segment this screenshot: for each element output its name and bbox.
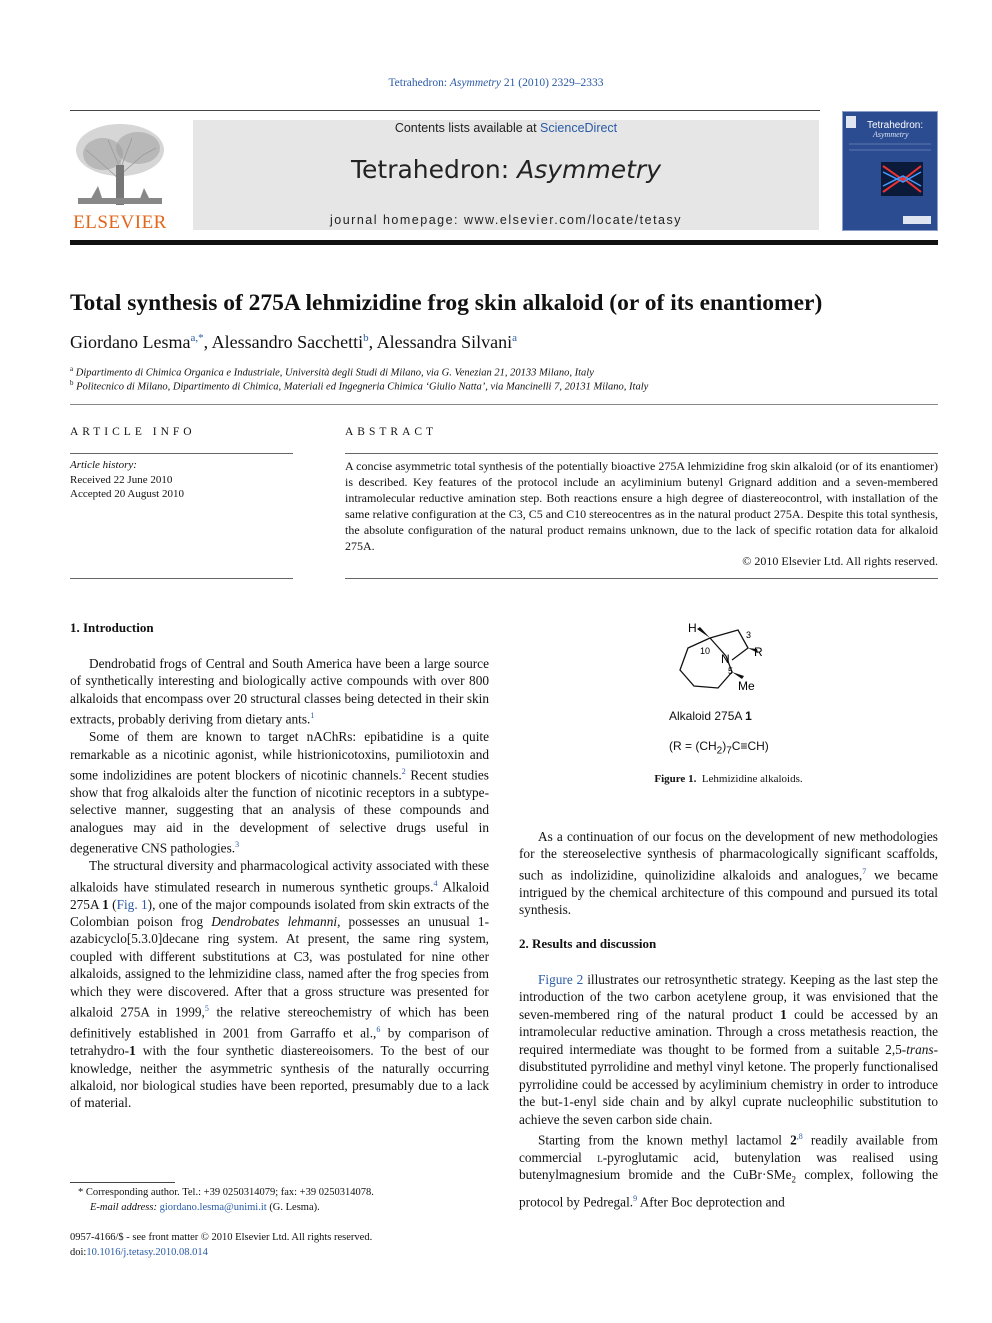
results-heading: 2. Results and discussion [519, 936, 657, 951]
article-history [70, 458, 293, 502]
abstract-copyright: © 2010 Elsevier Ltd. All rights reserved. [742, 554, 938, 568]
journal-title [193, 155, 819, 184]
text-run: Starting from the known methyl lactamol [538, 1132, 791, 1148]
text-run: -disubstituted pyrrolidine and methyl vinyl ketone. The properly functionalised pyrrolidine could be accessed by acyliminium chemistry in order to introduce the but-1-enyl side chain and by alkyl cuprate nucleophilic substitution to achieve the seven carbon side chain. [519, 1041, 938, 1127]
footnote-rule [70, 1182, 175, 1183]
affiliation-rule [70, 404, 938, 405]
affiliation-a [70, 365, 938, 379]
r-def-text: ) [722, 739, 727, 753]
fig-label-3: 3 [746, 630, 752, 640]
doi-block [70, 1231, 489, 1260]
doi-label: doi: [70, 1246, 87, 1258]
journal-cover-image [842, 111, 938, 231]
author-separator: , [203, 332, 212, 352]
contents-available-line [193, 121, 819, 135]
abstract-top-rule [345, 453, 938, 454]
figure-caption-label: Figure 1. [654, 773, 697, 785]
compound-number: 1 [129, 1043, 136, 1059]
info-top-rule [70, 453, 293, 454]
text-run: -pyroglutamic acid, butenylation was realised using butenylmagnesium bromide and the CuBr·SMe [519, 1149, 938, 1183]
text-run: could be accessed by an intramolecular reductive amination. Through a cross metathesis reaction, the required intermediate was thought to be formed from a suitable 2,5- [519, 1006, 938, 1057]
text-run: with the four synthetic diastereoisomers. To the best of our knowledge, neither the asymmetric synthesis of the naturally occurring alkaloid, nor biological studies have been reported, presumably due to a lack of material. [70, 1043, 489, 1111]
journal-title-plain: Tetrahedron: [350, 155, 518, 184]
journal-reference[interactable] [0, 77, 992, 89]
compound-number: 1 [102, 896, 109, 912]
fig-label-5: 5 [728, 666, 734, 676]
italic-term: trans [906, 1041, 934, 1057]
abstract-text: A concise asymmetric total synthesis of the potentially bioactive 275A lehmizidine frog skin alkaloid (or of its enantiomer) is described. Key features of the protocol include an acyliminium butenyl Grignard addition and a seven-membered intramolecular reductive amination step. Both reactions ensure a high degree of diastereocontrol, with installation of the same relative configuration at the C3, C5 and C10 stereocentres as in the natural product 275A. Despite this total synthesis, the absolute configuration of the natural product remains unknown, due to the lack of specific rotation data for alkaloid 275A. [345, 459, 938, 553]
figure-caption-text: Lehmizidine alkaloids. [701, 773, 803, 785]
author-name[interactable]: Alessandro Sacchetti [211, 332, 364, 352]
text-run: As a continuation of our focus on the development of new methodologies for the stereoselective synthesis of pharmacologically significant scaffolds, such as indolizidine, quinolizidine alkaloids and analogues, [519, 829, 938, 883]
affiliation-text: Dipartimento di Chimica Organica e Industriale, Università degli Studi di Milano, via G. Venezian 21, 20133 Milano, Italy [75, 367, 594, 379]
r-def-text: (R = (CH [669, 739, 717, 753]
author-name[interactable]: Alessandra Silvani [376, 332, 513, 352]
intro-heading: 1. Introduction [70, 620, 154, 635]
right-column-bottom [519, 971, 938, 1210]
figure-link[interactable]: Figure 2 [538, 972, 584, 987]
author-affil-sup[interactable]: a,* [190, 332, 204, 344]
footnote-line-1 [70, 1186, 489, 1201]
citation-ref[interactable]: 2 [401, 767, 406, 777]
doi-line [70, 1246, 489, 1261]
figure-link[interactable]: Fig. 1 [116, 896, 148, 912]
compound-name-text: Alkaloid 275A [669, 709, 746, 723]
intro-paragraph-1 [70, 655, 489, 728]
text-run: complex, following the protocol by Pedregal. [519, 1167, 938, 1209]
journal-ref-prefix: Tetrahedron: [388, 77, 450, 89]
email-label: E-mail address: [90, 1201, 157, 1213]
journal-ref-suffix: 21 (2010) 2329–2333 [501, 77, 604, 89]
figure-compound-name [669, 709, 752, 723]
citation-ref[interactable]: 6 [376, 1025, 381, 1035]
doi-link[interactable]: 10.1016/j.tetasy.2010.08.014 [86, 1246, 208, 1258]
elsevier-wordmark: ELSEVIER [73, 212, 167, 233]
intro-paragraph-2 [70, 728, 489, 857]
text-run: we became intrigued by the chemical architecture of this compound and pursued its total synthesis. [519, 867, 938, 918]
text-run: the relative stereochemistry of which has been definitively established in 2001 from Garraffo et al., [70, 1004, 489, 1041]
text-run: The structural diversity and pharmacological activity associated with these alkaloids have stimulated research in numerous synthetic groups. [70, 858, 489, 895]
abstract-bottom-rule [345, 578, 938, 579]
fig-label-10: 10 [700, 646, 711, 656]
compound-number: 1 [745, 709, 752, 723]
journal-title-italic: Asymmetry [517, 155, 662, 184]
header-thick-rule [70, 240, 938, 245]
info-bottom-rule [70, 578, 293, 579]
received-date: Received 22 June 2010 [70, 473, 173, 486]
results-paragraph-2 [519, 1128, 938, 1210]
text-run: ( [108, 896, 117, 912]
author-list [70, 332, 938, 353]
author-affil-sup[interactable]: b [363, 332, 369, 344]
affiliation-text: Politecnico di Milano, Dipartimento di Chimica, Materiali ed Ingegneria Chimica ‘Giulio Natta’, via Mancinelli 7, 20131 Milano, Italy [76, 381, 649, 393]
cover-art-icon [843, 112, 937, 230]
cover-title: Tetrahedron: [867, 120, 924, 131]
fig-label-me: Me [738, 679, 755, 693]
email-tail: (G. Lesma). [266, 1201, 320, 1213]
text-run: readily available from commercial [519, 1132, 938, 1165]
fig-label-h: H [688, 621, 697, 635]
text-run: After Boc deprotection and [637, 1193, 785, 1209]
text-run: Some of them are known to target nAChRs: epibatidine is a quite remarkable as a nicotinic agonist, while histrionicotoxins, pumiliotoxin and some indolizidines are potent blockers of nicotinic channels. [70, 729, 489, 783]
wedge-me [732, 672, 744, 679]
email-link[interactable]: giordano.lesma@unimi.it [159, 1201, 267, 1213]
intro-paragraph-3 [70, 857, 489, 1112]
wedge-h [697, 627, 710, 638]
citation-ref[interactable]: 3 [235, 840, 240, 850]
journal-homepage[interactable]: journal homepage: www.elsevier.com/locate/tetasy [329, 213, 682, 227]
citation-ref[interactable]: 5 [204, 1004, 209, 1014]
r-def-text: C≡CH) [731, 739, 769, 753]
text-run: illustrates our retrosynthetic strategy. Keeping as the last step the introduction of the two carbon acetylene group, it was envisioned that the seven-membered ring of the natural product [519, 972, 938, 1022]
continuation-paragraph [519, 828, 938, 919]
contents-prefix: Contents lists available at [394, 121, 541, 135]
author-separator: , [368, 332, 377, 352]
r-subscript: 7 [726, 745, 732, 757]
affiliation-sup: b [70, 379, 74, 387]
article-info-heading: ARTICLE INFO [70, 426, 196, 438]
text-run: Dendrobatid frogs of Central and South America have been a large source of synthetically interesting and biologically active compounds with over 800 alkaloids that encompass over 20 structural classes being detected in their skin extracts, probably deriving from dietary ants. [70, 656, 489, 727]
compound-number: 2 [790, 1132, 797, 1148]
abstract-heading: ABSTRACT [345, 426, 438, 438]
accepted-date: Accepted 20 August 2010 [70, 488, 184, 500]
left-column [70, 655, 489, 1112]
figure-caption [519, 773, 938, 785]
text-run: Recent studies show that frog alkaloids alter the function of nicotinic receptors in a subtype-selective manner, suggesting that an analysis of these compounds and analogues may aid in the development of selective drugs useful in degenerative CNS pathologies. [70, 767, 489, 856]
lehmizidine-structure-diagram [670, 618, 780, 700]
footnote-star: * [78, 1187, 84, 1198]
cover-subtitle: Asymmetry [873, 130, 909, 139]
fig-label-r: R [754, 645, 763, 659]
affiliation-sup: a [70, 365, 74, 373]
history-label: Article history: [70, 459, 137, 471]
article-title: Total synthesis of 275A lehmizidine frog skin alkaloid (or of its enantiomer) [70, 290, 823, 316]
compound-number: 1 [780, 1006, 787, 1022]
text-run: ), one of the major compounds isolated from skin extracts of the Colombian poison frog [70, 896, 489, 930]
citation-ref[interactable]: ,8 [796, 1132, 803, 1142]
citation-ref[interactable]: 7 [862, 866, 867, 876]
footnote-corr: Corresponding author. Tel.: +39 0250314079; fax: +39 0250314078. [83, 1187, 374, 1198]
results-paragraph-1 [519, 971, 938, 1128]
right-column-top [519, 828, 938, 919]
journal-ref-italic: Asymmetry [449, 77, 501, 89]
header-rule [70, 110, 820, 111]
subscript: 2 [791, 1175, 797, 1186]
figure-r-definition [669, 739, 769, 756]
text-run: , possesses an unusual 1-azabicyclo[5.3.0]decane ring system. At present, the same ring system, coupled with different substitutions at C3, was postulated for nine other alkaloids, assigned to the lehmizidine class, named after the frog species from which they were discovered. After that a gross structure was presented for alkaloid 275A in 1999, [70, 914, 489, 1020]
r-subscript: 2 [716, 745, 723, 757]
footnote-line-2 [70, 1201, 489, 1216]
text-run: Alkaloid 275A [70, 879, 489, 912]
author-name[interactable]: Giordano Lesma [70, 332, 191, 352]
corresponding-author-footnote [70, 1186, 489, 1215]
small-caps-l: l [597, 1149, 603, 1165]
citation-ref[interactable]: 1 [310, 711, 315, 721]
text-run: by comparison of tetrahydro- [70, 1025, 489, 1059]
author-affil-sup[interactable]: a [512, 332, 517, 344]
issn-line: 0957-4166/$ - see front matter © 2010 Elsevier Ltd. All rights reserved. [70, 1232, 373, 1243]
affiliation-b [70, 379, 938, 393]
sciencedirect-link[interactable]: ScienceDirect [540, 121, 618, 135]
species-name: Dendrobates lehmanni [211, 914, 338, 930]
citation-ref[interactable]: 4 [433, 878, 438, 888]
citation-ref[interactable]: 9 [633, 1193, 638, 1203]
fig-label-n: N [721, 652, 730, 666]
